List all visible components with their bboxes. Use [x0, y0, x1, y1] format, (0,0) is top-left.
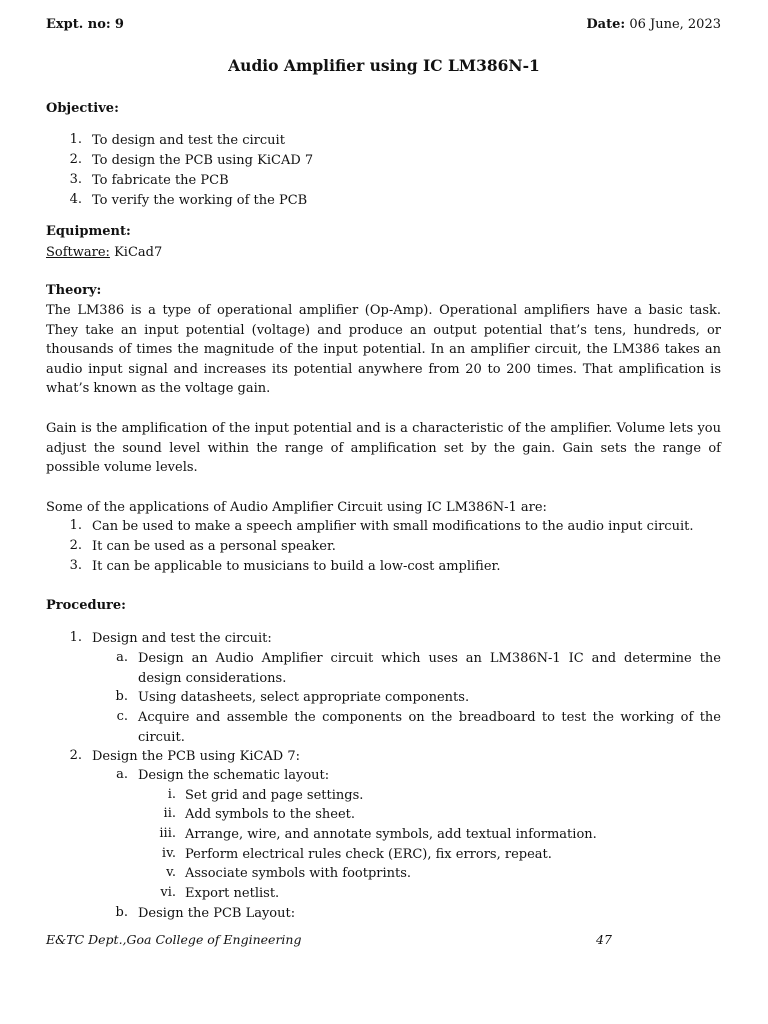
- software-line: [46, 243, 162, 263]
- list-item: It can be applicable to musicians to build a low-cost amplifier.: [92, 559, 501, 574]
- list-roman: v.: [166, 865, 176, 880]
- theory-paragraph-2: Gain is the amplification of the input potential and is a characteristic of the amplifier. Volume lets you adjust the sound level within the range of amplification set by the gain. Gain sets the range of possible volume levels.: [46, 421, 721, 475]
- list-letter: b.: [115, 905, 128, 920]
- experiment-number: [46, 17, 124, 32]
- list-letter: a.: [116, 650, 128, 665]
- list-letter: b.: [115, 689, 128, 704]
- list-letter: a.: [116, 767, 128, 782]
- experiment-date: [586, 17, 721, 32]
- list-number: 1.: [69, 630, 82, 645]
- software-label: Software:: [46, 245, 110, 260]
- software-value: KiCad7: [114, 245, 163, 260]
- theory-heading: Theory:: [46, 283, 102, 298]
- list-number: 4.: [69, 192, 82, 207]
- list-item: To design the PCB using KiCAD 7: [92, 153, 314, 168]
- list-item: Acquire and assemble the components on the breadboard to test the working of the circuit.: [138, 710, 721, 745]
- list-item: Design the schematic layout:: [138, 768, 330, 783]
- list-roman: iv.: [161, 846, 176, 861]
- list-number: 1.: [69, 132, 82, 147]
- procedure-heading: Procedure:: [46, 598, 126, 613]
- list-roman: iii.: [159, 826, 176, 841]
- list-item: Design and test the circuit:: [92, 631, 272, 646]
- date-value: 06 June, 2023: [629, 17, 721, 32]
- list-item: Arrange, wire, and annotate symbols, add textual information.: [185, 827, 597, 842]
- expt-value: 9: [114, 17, 124, 32]
- list-item: Export netlist.: [185, 886, 280, 901]
- list-number: 2.: [69, 152, 82, 167]
- list-number: 1.: [69, 518, 82, 533]
- list-item: Design the PCB Layout:: [138, 906, 296, 921]
- list-item: Design the PCB using KiCAD 7:: [92, 749, 301, 764]
- list-item: To fabricate the PCB: [92, 173, 229, 188]
- list-item: Design an Audio Amplifier circuit which uses an LM386N-1 IC and determine the design considerations.: [138, 651, 721, 686]
- page-title: Audio Amplifier using IC LM386N-1: [228, 56, 540, 75]
- theory-paragraph-1: The LM386 is a type of operational amplifier (Op-Amp). Operational amplifiers have a basic task. They take an input potential (voltage) and produce an output potential that’s tens, hundreds, or thousands of times the magnitude of the input potential. In an amplifier circuit, the LM386 takes an audio input signal and increases its potential anywhere from 20 to 200 times. That amplification is what’s known as the voltage gain.: [46, 303, 721, 396]
- list-letter: c.: [116, 709, 128, 724]
- list-item: Add symbols to the sheet.: [185, 807, 356, 822]
- list-item: Using datasheets, select appropriate components.: [138, 690, 470, 705]
- list-item: Set grid and page settings.: [185, 788, 364, 803]
- list-item: To design and test the circuit: [92, 133, 285, 148]
- list-roman: i.: [167, 787, 176, 802]
- footer-department: E&TC Dept.,Goa College of Engineering: [46, 932, 302, 947]
- list-number: 2.: [69, 538, 82, 553]
- list-number: 2.: [69, 748, 82, 763]
- footer-page-number: 47: [596, 932, 612, 947]
- expt-label: Expt. no:: [46, 17, 111, 32]
- list-roman: vi.: [160, 885, 176, 900]
- list-number: 3.: [69, 558, 82, 573]
- list-item: Can be used to make a speech amplifier with small modifications to the audio input circuit.: [92, 519, 694, 534]
- list-item: To verify the working of the PCB: [92, 193, 308, 208]
- objective-heading: Objective:: [46, 101, 119, 116]
- list-number: 3.: [69, 172, 82, 187]
- date-label: Date:: [586, 17, 626, 32]
- list-item: Perform electrical rules check (ERC), fix errors, repeat.: [185, 847, 552, 862]
- list-item: It can be used as a personal speaker.: [92, 539, 336, 554]
- list-item: Associate symbols with footprints.: [185, 866, 412, 881]
- theory-paragraph-3: Some of the applications of Audio Amplifier Circuit using IC LM386N-1 are:: [46, 500, 547, 515]
- list-roman: ii.: [163, 806, 176, 821]
- equipment-heading: Equipment:: [46, 224, 131, 239]
